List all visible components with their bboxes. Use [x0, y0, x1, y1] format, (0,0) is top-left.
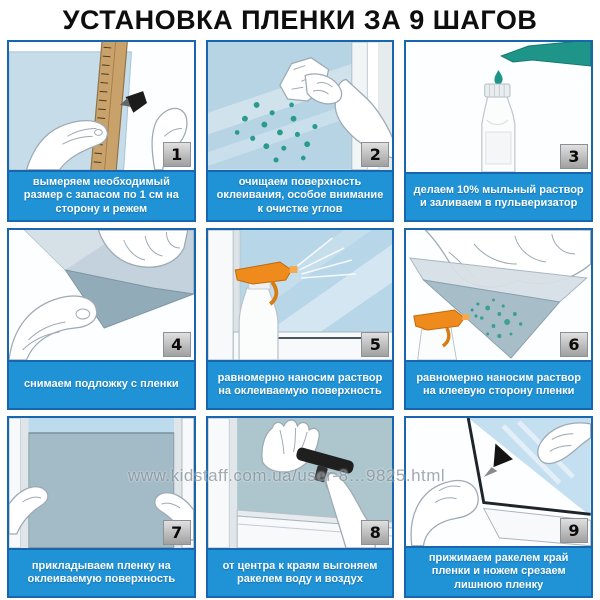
step-number-badge: 1 — [163, 142, 191, 167]
step-number-badge: 6 — [560, 332, 588, 357]
glass — [28, 418, 174, 433]
step-number-badge: 4 — [163, 332, 191, 357]
step-card-7 — [7, 416, 196, 598]
step-caption: вымеряем необходимый размер с запасом по 1 см на сторону и режем — [9, 170, 194, 220]
step-card-6 — [404, 228, 593, 410]
step-number-badge: 5 — [361, 332, 389, 357]
step-caption: от центра к краям выгоняем ракелем воду и воздух — [208, 548, 393, 596]
step-8-illustration — [208, 418, 393, 548]
step-7-illustration — [9, 418, 194, 548]
step-caption: равномерно наносим раствор на клеевую сторону пленки — [406, 360, 591, 408]
window-frame — [208, 230, 233, 360]
step-3-illustration — [406, 42, 591, 172]
step-4-illustration — [9, 230, 194, 360]
step-card-5 — [206, 228, 395, 410]
steps-grid — [0, 38, 600, 598]
step-number-badge: 7 — [163, 520, 191, 545]
step-6-illustration — [406, 230, 591, 360]
step-caption: прикладываем пленку на оклеиваемую поверхность — [9, 548, 194, 596]
page-title: УСТАНОВКА ПЛЕНКИ ЗА 9 ШАГОВ — [62, 4, 538, 35]
step-card-9 — [404, 416, 593, 598]
step-2-illustration — [208, 42, 393, 170]
bottle-label — [486, 132, 511, 164]
step-card-2 — [206, 40, 395, 222]
step-caption: делаем 10% мыльный раствор и заливаем в пульверизатор — [406, 172, 591, 220]
step-number-badge: 2 — [361, 142, 389, 167]
step-caption: очищаем поверхность оклеивания, особое внимание к очистке углов — [208, 170, 393, 220]
step-1-illustration — [9, 42, 194, 170]
step-9-illustration — [406, 418, 591, 546]
step-number-badge: 9 — [560, 518, 588, 543]
step-card-1 — [7, 40, 196, 222]
step-5-illustration — [208, 230, 393, 360]
bottle-cap — [485, 84, 510, 97]
step-caption: снимаем подложку с пленки — [9, 360, 194, 408]
step-card-8 — [206, 416, 395, 598]
step-card-4 — [7, 228, 196, 410]
window-frame — [208, 418, 229, 548]
watermark-url: www.kidstaff.com.ua/user-8…9825.html — [128, 466, 446, 485]
film-sheet — [28, 433, 174, 548]
step-caption: прижимаем ракелем край пленки и ножем срезаем лишнюю пленку — [406, 546, 591, 596]
step-card-3 — [404, 40, 593, 222]
step-number-badge: 3 — [560, 144, 588, 169]
step-number-badge: 8 — [361, 520, 389, 545]
step-caption: равномерно наносим раствор на оклеиваемую поверхность — [208, 360, 393, 408]
